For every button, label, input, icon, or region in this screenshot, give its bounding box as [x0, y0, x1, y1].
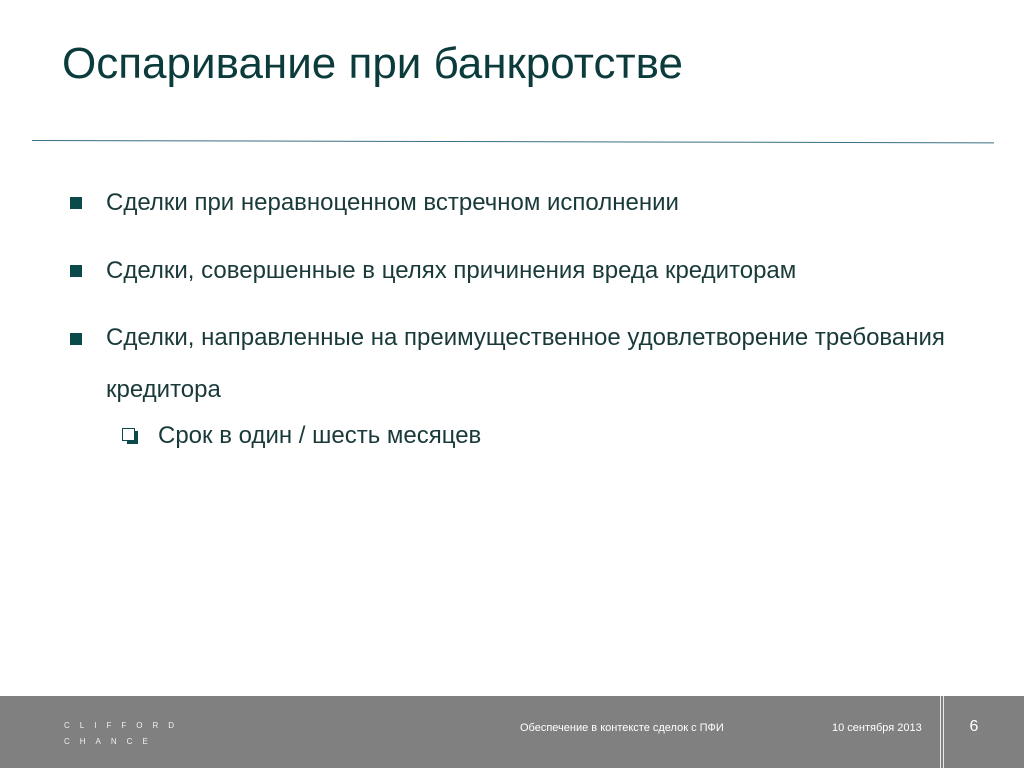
bullet-text: Сделки при неравноценном встречном исполнении	[106, 189, 679, 216]
bullet-item	[70, 244, 970, 298]
bullet-list	[70, 176, 970, 456]
logo-line-2: CHANCE	[64, 737, 158, 746]
logo-line-1: CLIFFORD	[64, 721, 184, 730]
square-bullet-icon	[70, 333, 82, 345]
bullet-text: Сделки, совершенные в целях причинения вреда кредиторам	[106, 257, 797, 284]
bullet-text: Сделки, направленные на преимущественное удовлетворение требования кредитора	[106, 324, 945, 403]
square-bullet-icon	[70, 265, 82, 277]
square-bullet-icon	[70, 197, 82, 209]
bullet-item	[70, 176, 970, 230]
footer-bar	[0, 696, 1024, 768]
clifford-chance-logo	[64, 718, 184, 750]
footer-subject: Обеспечение в контексте сделок с ПФИ	[520, 722, 724, 734]
page-number: 6	[969, 718, 979, 735]
title-divider	[32, 140, 994, 143]
hollow-square-bullet-icon	[122, 428, 135, 441]
sub-bullet-item	[70, 416, 970, 456]
sub-bullet-text: Срок в один / шесть месяцев	[158, 422, 482, 449]
slide-title: Оспаривание при банкротстве	[62, 39, 683, 88]
bullet-item	[70, 312, 970, 416]
footer-date: 10 сентября 2013	[832, 722, 922, 734]
footer-divider	[940, 696, 941, 768]
